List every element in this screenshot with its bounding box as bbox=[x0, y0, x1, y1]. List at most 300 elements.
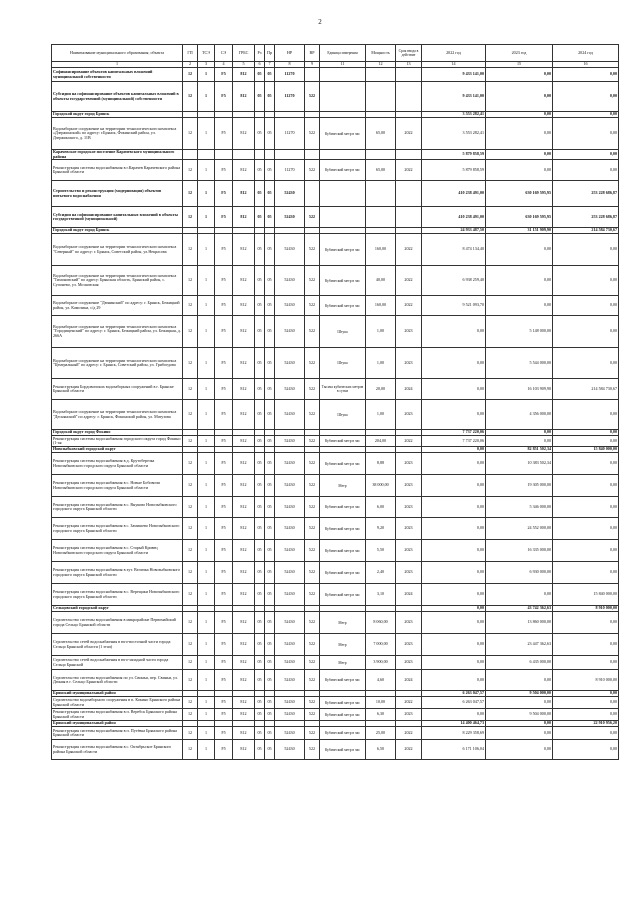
column-index-cell: 9 bbox=[305, 62, 320, 68]
table-cell: 522 bbox=[305, 518, 320, 540]
table-cell: 812 bbox=[233, 181, 255, 207]
table-cell: 11270 bbox=[275, 82, 305, 112]
table-cell: 24 552 000,00 bbox=[486, 518, 553, 540]
table-cell: 522 bbox=[305, 634, 320, 656]
table-cell: 0,00 bbox=[422, 634, 486, 656]
object-name-cell: Реконструкция системы водоснабжения городского округа город Фокино (1-ая bbox=[53, 435, 181, 446]
table-cell: 05 bbox=[265, 82, 275, 112]
table-cell: Штука bbox=[320, 400, 366, 430]
table-row bbox=[52, 316, 619, 348]
column-index-cell: 15 bbox=[486, 62, 553, 68]
table-cell: 05 bbox=[265, 436, 275, 447]
table-cell: Метр bbox=[320, 475, 366, 497]
table-cell: 522 bbox=[305, 234, 320, 266]
table-cell: 52430 bbox=[275, 697, 305, 709]
table-cell: 0,00 bbox=[486, 266, 553, 296]
table-cell: 52430 bbox=[275, 540, 305, 562]
table-cell: Кубический метр в час bbox=[320, 562, 366, 584]
table-cell: 522 bbox=[305, 612, 320, 634]
table-cell: 16 103 909,90 bbox=[486, 379, 553, 400]
object-name-cell: Реконструкция системы водоснабжения в п. Веребск Брянского района Брянской области bbox=[52, 709, 183, 721]
table-cell: 65,00 bbox=[366, 118, 396, 150]
table-cell: 05 bbox=[265, 727, 275, 740]
table-cell: 52430 bbox=[275, 562, 305, 584]
table-cell: 2022 bbox=[396, 296, 422, 316]
table-cell: F5 bbox=[215, 118, 233, 150]
table-cell: 1,00 bbox=[366, 316, 396, 348]
table-cell: 1 bbox=[198, 518, 215, 540]
table-cell: 9 504 000,00 bbox=[486, 691, 553, 697]
table-cell: 12 bbox=[183, 316, 198, 348]
table-cell: 12 bbox=[183, 207, 198, 228]
table-cell: 1 bbox=[198, 562, 215, 584]
table-cell: 5 544 000,00 bbox=[486, 348, 553, 379]
table-cell bbox=[320, 181, 366, 207]
column-index-cell: 12 bbox=[366, 62, 396, 68]
table-cell: 1 bbox=[198, 634, 215, 656]
table-cell: 05 bbox=[265, 118, 275, 150]
object-name-cell: Субсидии на софинансирование капитальных вложений в объекты государственной (муниципальной) bbox=[52, 207, 183, 228]
column-index-cell: 1 bbox=[52, 62, 183, 68]
table-cell: 12 bbox=[183, 296, 198, 316]
table-cell: 05 bbox=[265, 316, 275, 348]
table-cell: 52430 bbox=[275, 400, 305, 430]
table-cell: 05 bbox=[265, 670, 275, 691]
table-cell: 2023 bbox=[396, 453, 422, 475]
table-cell: 0,00 bbox=[422, 656, 486, 670]
table-cell: 12 bbox=[183, 234, 198, 266]
table-cell: 6 171 106,04 bbox=[422, 740, 486, 760]
table-cell: 812 bbox=[233, 584, 255, 606]
header-cell: 2024 год bbox=[553, 45, 619, 62]
table-cell: 4 356 000,00 bbox=[486, 400, 553, 430]
table-cell: 12 bbox=[183, 436, 198, 447]
table-cell: 0,00 bbox=[486, 68, 553, 82]
table-cell: 812 bbox=[233, 740, 255, 760]
table-cell: 8 060,00 bbox=[366, 612, 396, 634]
table-cell: 0,00 bbox=[422, 540, 486, 562]
page-number: 2 bbox=[318, 18, 322, 26]
header-cell: Мощность bbox=[366, 45, 396, 62]
table-cell: 812 bbox=[233, 82, 255, 112]
table-cell: 15 840 000,00 bbox=[553, 584, 619, 606]
table-cell: 0,00 bbox=[486, 670, 553, 691]
table-cell: 05 bbox=[265, 348, 275, 379]
table-cell: 0,00 bbox=[422, 709, 486, 721]
table-cell: 12 bbox=[183, 540, 198, 562]
table-cell: 0,00 bbox=[553, 112, 619, 118]
table-cell: 52430 bbox=[275, 612, 305, 634]
table-cell: 5 148 000,00 bbox=[486, 316, 553, 348]
header-cell: 2022 год bbox=[422, 45, 486, 62]
table-cell: 0,00 bbox=[422, 475, 486, 497]
table-cell: 522 bbox=[305, 453, 320, 475]
table-cell: 214 584 730,67 bbox=[553, 228, 619, 234]
table-cell: 2022 bbox=[396, 727, 422, 740]
table-cell: 1 bbox=[198, 207, 215, 228]
table-cell: 12 bbox=[183, 709, 198, 721]
table-cell: 12 bbox=[183, 118, 198, 150]
table-cell: 52430 bbox=[275, 234, 305, 266]
table-cell: 410 238 491,00 bbox=[422, 207, 486, 228]
table-cell: 1 bbox=[198, 436, 215, 447]
column-index-cell: 16 bbox=[553, 62, 619, 68]
table-cell: 3,10 bbox=[366, 584, 396, 606]
table-cell: Кубический метр в час bbox=[320, 160, 366, 181]
table-cell: 1 bbox=[198, 740, 215, 760]
table-cell: 0,00 bbox=[422, 562, 486, 584]
table-cell: 812 bbox=[233, 453, 255, 475]
table-cell: 05 bbox=[255, 584, 265, 606]
table-cell: 2023 bbox=[396, 634, 422, 656]
object-name-cell: Реконструкция системы водоснабжения в п. Путёвка Брянского района Брянской области bbox=[52, 727, 183, 740]
table-cell: 14 400 464,73 bbox=[422, 721, 486, 727]
table-cell: F5 bbox=[215, 316, 233, 348]
table-cell: 9 504 000,00 bbox=[486, 709, 553, 721]
table-cell: 0,00 bbox=[422, 316, 486, 348]
table-cell: 12 bbox=[183, 497, 198, 518]
table-cell: 2022 bbox=[396, 118, 422, 150]
table-cell bbox=[305, 68, 320, 82]
table-cell: 05 bbox=[255, 118, 265, 150]
table-cell: Кубический метр в час bbox=[320, 670, 366, 691]
table-cell: 52430 bbox=[275, 207, 305, 228]
table-cell bbox=[255, 150, 265, 160]
table-cell: Штука bbox=[320, 348, 366, 379]
table-cell: 0,00 bbox=[553, 727, 619, 740]
table-row bbox=[52, 453, 619, 475]
table-cell: 410 238 491,00 bbox=[422, 181, 486, 207]
table-cell: Кубический метр в час bbox=[320, 118, 366, 150]
object-name-cell: Строительство системы водоснабжения по ул. Свиньи, пер. Свиньи, ул. Дачная в г. Сельцо Брянской области bbox=[52, 670, 183, 691]
table-cell bbox=[265, 150, 275, 160]
table-cell bbox=[320, 68, 366, 82]
table-cell bbox=[366, 181, 396, 207]
table-cell: 12 bbox=[183, 656, 198, 670]
table-row bbox=[52, 181, 619, 207]
table-cell: 204,00 bbox=[366, 436, 396, 447]
table-cell: 0,00 bbox=[422, 348, 486, 379]
table-cell: 05 bbox=[265, 181, 275, 207]
table-cell: 2022 bbox=[396, 234, 422, 266]
table-cell: 0,00 bbox=[553, 634, 619, 656]
table-cell: Кубический метр в час bbox=[320, 497, 366, 518]
table-cell: 0,00 bbox=[553, 150, 619, 160]
table-cell: 05 bbox=[265, 266, 275, 296]
table-cell: F5 bbox=[215, 634, 233, 656]
budget-table bbox=[51, 44, 619, 760]
table-cell: 52430 bbox=[275, 709, 305, 721]
table-cell: 8 229 358,69 bbox=[422, 727, 486, 740]
table-cell: F5 bbox=[215, 475, 233, 497]
table-cell: 6 263 047,57 bbox=[422, 697, 486, 709]
table-cell: Кубический метр в час bbox=[320, 296, 366, 316]
table-cell: 0,00 bbox=[422, 612, 486, 634]
table-cell: 2022 bbox=[396, 436, 422, 447]
table-cell: 1 bbox=[198, 68, 215, 82]
table-cell: 05 bbox=[255, 68, 265, 82]
table-cell: 812 bbox=[233, 656, 255, 670]
table-cell: 05 bbox=[255, 709, 265, 721]
table-cell: 0,00 bbox=[486, 727, 553, 740]
table-cell: 05 bbox=[265, 612, 275, 634]
table-cell: F5 bbox=[215, 562, 233, 584]
header-cell: Единица измерения bbox=[320, 45, 366, 62]
table-cell: 812 bbox=[233, 612, 255, 634]
table-cell bbox=[320, 82, 366, 112]
header-cell: 2023 год bbox=[486, 45, 553, 62]
table-cell: 0,00 bbox=[422, 497, 486, 518]
table-cell: Метр bbox=[320, 656, 366, 670]
table-cell: 16 335 000,00 bbox=[486, 540, 553, 562]
table-cell: 1,00 bbox=[366, 400, 396, 430]
table-cell: 812 bbox=[233, 497, 255, 518]
object-name-cell: Городской округ город Брянск bbox=[52, 112, 183, 118]
table-row bbox=[52, 348, 619, 379]
table-cell: 23 447 362,63 bbox=[486, 634, 553, 656]
table-cell bbox=[320, 207, 366, 228]
table-cell: 3 900,00 bbox=[366, 656, 396, 670]
table-cell: 0,00 bbox=[422, 447, 486, 453]
table-cell: 812 bbox=[233, 475, 255, 497]
table-cell: F5 bbox=[215, 670, 233, 691]
table-cell bbox=[305, 150, 320, 160]
header-cell: Наименование муниципального образования; объекта bbox=[52, 45, 183, 62]
table-cell: 0,00 bbox=[553, 68, 619, 82]
table-cell: 1 bbox=[198, 453, 215, 475]
table-cell: 05 bbox=[255, 348, 265, 379]
table-cell: 05 bbox=[255, 697, 265, 709]
table-cell: 12 bbox=[183, 727, 198, 740]
table-row bbox=[52, 207, 619, 228]
table-cell: F5 bbox=[215, 697, 233, 709]
object-name-cell: Субсидии на софинансирование объектов капитальных вложений в объекты государственной (муниципальной) собственности bbox=[52, 82, 183, 112]
table-cell: 2024 bbox=[396, 670, 422, 691]
table-cell: 6 435 000,00 bbox=[486, 656, 553, 670]
table-cell: 05 bbox=[265, 697, 275, 709]
table-cell: F5 bbox=[215, 497, 233, 518]
table-cell: 0,00 bbox=[553, 612, 619, 634]
table-row bbox=[52, 540, 619, 562]
table-cell: F5 bbox=[215, 296, 233, 316]
table-cell: 0,00 bbox=[553, 697, 619, 709]
table-cell: 1 bbox=[198, 234, 215, 266]
table-cell: 05 bbox=[255, 207, 265, 228]
object-name-cell: Водозаборное сооружение на территории технологического комплекса "Центральный" по адресу: г. Брянск, Советский район, ул. Грибоедова bbox=[52, 348, 183, 379]
table-cell: 05 bbox=[255, 727, 265, 740]
table-cell: Кубический метр в час bbox=[320, 697, 366, 709]
table-cell: 0,00 bbox=[422, 670, 486, 691]
table-cell: 05 bbox=[265, 68, 275, 82]
table-cell: 52430 bbox=[275, 436, 305, 447]
table-cell: 05 bbox=[255, 497, 265, 518]
table-cell: 0,00 bbox=[486, 150, 553, 160]
table-cell: Метр bbox=[320, 634, 366, 656]
table-cell: 2023 bbox=[396, 497, 422, 518]
table-cell: F5 bbox=[215, 181, 233, 207]
table-cell: 12 bbox=[183, 634, 198, 656]
table-cell: 0,00 bbox=[553, 296, 619, 316]
table-cell bbox=[275, 150, 305, 160]
table-cell: 52430 bbox=[275, 379, 305, 400]
object-name-cell: Реконструкция системы водоснабжения в с. Замишево Новозыбковского городского округа Брянской области bbox=[52, 518, 183, 540]
table-cell: 0,00 bbox=[553, 475, 619, 497]
column-index-cell: 14 bbox=[422, 62, 486, 68]
table-cell: 0,00 bbox=[553, 160, 619, 181]
table-row bbox=[52, 562, 619, 584]
table-cell: 05 bbox=[255, 670, 265, 691]
object-name-cell: Водозаборное сооружение на территории технологического комплекса «Дзержинский» по адресу: г.Брянск, Фокинский район, ул. Дзержинского, д. 11В bbox=[52, 118, 183, 150]
table-cell: 12 bbox=[183, 68, 198, 82]
table-cell: 0,00 bbox=[486, 234, 553, 266]
table-cell: 2023 bbox=[396, 475, 422, 497]
table-cell: 1 bbox=[198, 475, 215, 497]
header-cell: ГП bbox=[183, 45, 198, 62]
table-cell: 0,00 bbox=[553, 691, 619, 697]
table-cell: 52430 bbox=[275, 316, 305, 348]
table-cell: 812 bbox=[233, 348, 255, 379]
table-cell bbox=[366, 207, 396, 228]
object-name-cell: Карачевское городское поселение Карачевского муниципального района bbox=[52, 150, 183, 160]
table-cell: 812 bbox=[233, 266, 255, 296]
object-name-cell: Реконструкция системы водоснабжения в с. Новые Бобовичи Новозыбковского городского округа Брянской области bbox=[52, 475, 183, 497]
table-cell: 522 bbox=[305, 656, 320, 670]
table-cell: 2023 bbox=[396, 612, 422, 634]
table-cell: 522 bbox=[305, 584, 320, 606]
table-cell: 12 bbox=[183, 348, 198, 379]
table-cell: 522 bbox=[305, 82, 320, 112]
table-cell: 31 151 909,90 bbox=[486, 228, 553, 234]
table-cell: F5 bbox=[215, 740, 233, 760]
table-cell: 812 bbox=[233, 379, 255, 400]
table-cell: 812 bbox=[233, 562, 255, 584]
table-cell: 05 bbox=[265, 234, 275, 266]
table-cell bbox=[183, 150, 198, 160]
table-cell: 0,00 bbox=[553, 540, 619, 562]
table-cell: 9 433 141,00 bbox=[422, 68, 486, 82]
table-row bbox=[52, 436, 619, 447]
table-cell: 9,20 bbox=[366, 518, 396, 540]
table-cell: 2023 bbox=[396, 540, 422, 562]
table-cell: 9 521 093,70 bbox=[422, 296, 486, 316]
table-cell bbox=[320, 150, 366, 160]
table-cell: 0,00 bbox=[553, 348, 619, 379]
object-name-cell: Водозаборное сооружение на территории технологического комплекса "Тимоновский" по адресу: Брянская область, Брянский район, с. Супонево, ул. Московская bbox=[52, 266, 183, 296]
table-cell: 812 bbox=[233, 316, 255, 348]
table-cell: 1 bbox=[198, 266, 215, 296]
table-cell: 65,00 bbox=[366, 160, 396, 181]
table-cell: 812 bbox=[233, 670, 255, 691]
table-cell: 522 bbox=[305, 316, 320, 348]
table-cell: 8 474 134,40 bbox=[422, 234, 486, 266]
table-row bbox=[52, 697, 619, 709]
object-name-cell: Реконструкция системы водоснабжения в с. Верещаки Новозыбковского городского округа Брянской области bbox=[52, 584, 183, 606]
table-cell: 0,00 bbox=[422, 453, 486, 475]
table-cell: 1 bbox=[198, 670, 215, 691]
table-cell bbox=[366, 82, 396, 112]
table-cell: Кубический метр в час bbox=[320, 727, 366, 740]
table-cell: 1 bbox=[198, 656, 215, 670]
table-cell: 43 742 362,63 bbox=[486, 606, 553, 612]
column-index-cell: 11 bbox=[320, 62, 366, 68]
table-cell: 0,00 bbox=[422, 400, 486, 430]
table-cell: 522 bbox=[305, 118, 320, 150]
header-cell: ГРБС bbox=[233, 45, 255, 62]
table-cell: 52430 bbox=[275, 266, 305, 296]
table-cell: 9 433 141,00 bbox=[422, 82, 486, 112]
table-cell: Кубический метр в час bbox=[320, 584, 366, 606]
table-cell: 0,00 bbox=[553, 82, 619, 112]
table-cell: 2023 bbox=[396, 400, 422, 430]
table-cell: 812 bbox=[233, 634, 255, 656]
table-cell: 52430 bbox=[275, 518, 305, 540]
table-row bbox=[52, 118, 619, 150]
table-cell: 05 bbox=[255, 475, 265, 497]
column-index-cell: 5 bbox=[233, 62, 255, 68]
table-cell: 05 bbox=[255, 82, 265, 112]
table-cell: 0,00 bbox=[422, 379, 486, 400]
object-name-cell: Строительство сетей водоснабжения в юго-западной части города Сельцо Брянской bbox=[52, 656, 183, 670]
table-row bbox=[52, 475, 619, 497]
table-cell: 0,00 bbox=[553, 740, 619, 760]
table-cell: Метр bbox=[320, 612, 366, 634]
table-cell: 05 bbox=[265, 709, 275, 721]
table-cell: F5 bbox=[215, 379, 233, 400]
column-index-cell: 7 bbox=[265, 62, 275, 68]
table-cell: 522 bbox=[305, 266, 320, 296]
object-name-cell: Реконструкция системы водоснабжения в д. Крутоберезка Новозыбковского городского округа Брянской области bbox=[52, 453, 183, 475]
table-cell: 05 bbox=[255, 266, 265, 296]
table-cell: 522 bbox=[305, 727, 320, 740]
table-cell: 0,00 bbox=[553, 518, 619, 540]
object-name-cell: Водозаборное сооружение "Дюнинский" по адресу: г. Брянск, Бежицкий район, ул. Камозина, с/д 29 bbox=[52, 296, 183, 316]
table-cell: 0,00 bbox=[486, 112, 553, 118]
table-cell: 5,50 bbox=[366, 540, 396, 562]
table-cell: 05 bbox=[265, 562, 275, 584]
table-cell: 522 bbox=[305, 670, 320, 691]
table-cell: 1 bbox=[198, 584, 215, 606]
table-cell: 12 bbox=[183, 82, 198, 112]
table-row bbox=[52, 400, 619, 430]
table-cell: 0,00 bbox=[486, 721, 553, 727]
table-cell: 05 bbox=[265, 634, 275, 656]
column-index-cell: 4 bbox=[215, 62, 233, 68]
table-row bbox=[52, 68, 619, 82]
table-cell: 82 851 502,34 bbox=[486, 447, 553, 453]
table-cell: 630 169 595,95 bbox=[486, 207, 553, 228]
table-cell: 24 933 487,50 bbox=[422, 228, 486, 234]
table-cell: 52430 bbox=[275, 584, 305, 606]
table-row bbox=[52, 740, 619, 760]
table-cell bbox=[366, 150, 396, 160]
table-cell: 52430 bbox=[275, 475, 305, 497]
table-cell: 0,00 bbox=[553, 266, 619, 296]
table-cell: 3 553 282,41 bbox=[422, 112, 486, 118]
table-cell: 1 bbox=[198, 379, 215, 400]
table-cell: 812 bbox=[233, 118, 255, 150]
table-cell: 0,00 bbox=[553, 316, 619, 348]
table-cell: 522 bbox=[305, 379, 320, 400]
table-cell bbox=[305, 181, 320, 207]
table-cell: 05 bbox=[255, 436, 265, 447]
table-cell: 2022 bbox=[396, 160, 422, 181]
table-cell: 0,00 bbox=[486, 160, 553, 181]
table-cell: 22 910 956,20 bbox=[553, 721, 619, 727]
table-row bbox=[52, 266, 619, 296]
object-name-cell: Сельцовский городской округ bbox=[52, 606, 183, 612]
table-cell: 12 bbox=[183, 181, 198, 207]
table-row bbox=[52, 160, 619, 181]
